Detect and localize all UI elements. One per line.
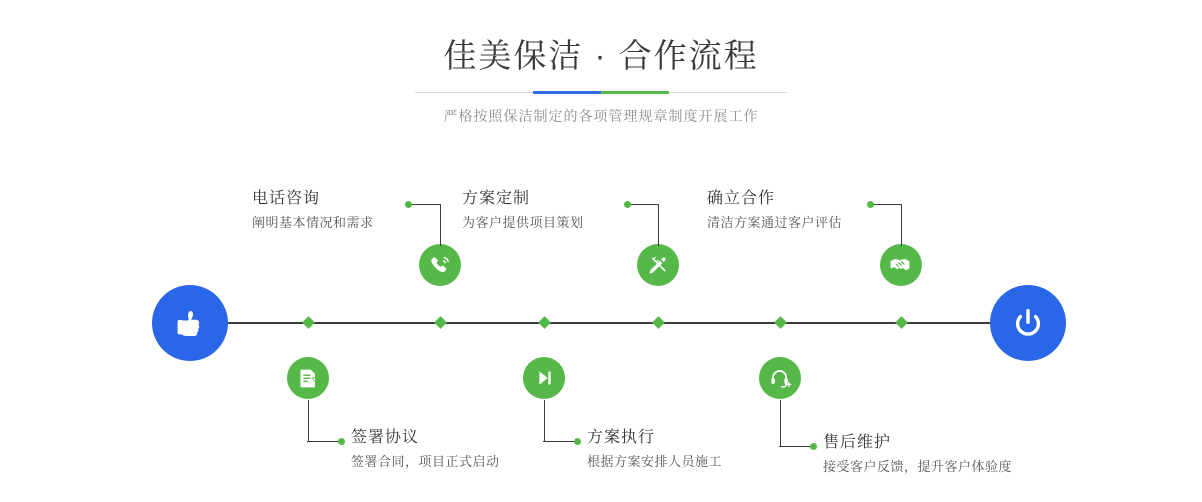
page-subtitle: 严格按照保洁制定的各项管理规章制度开展工作 xyxy=(443,108,759,124)
axis-marker xyxy=(434,316,447,329)
step-6-connector-vertical xyxy=(780,400,781,446)
step-5-label xyxy=(707,188,842,233)
step-3-connector-vertical xyxy=(658,204,659,246)
step-1-phone-ring-icon xyxy=(419,244,461,286)
step-1-connector-dot xyxy=(405,201,412,208)
step-3-connector-dot xyxy=(624,201,631,208)
divider-accent-blue xyxy=(533,91,601,94)
axis-marker xyxy=(652,316,665,329)
step-5-desc: 清洁方案通过客户评估 xyxy=(707,215,843,230)
step-2-title: 签署协议 xyxy=(351,429,420,446)
axis-marker xyxy=(895,316,908,329)
step-4-play-next-icon xyxy=(523,357,565,399)
step-6-title: 售后维护 xyxy=(823,434,892,451)
step-3-pencil-ruler-icon xyxy=(637,244,679,286)
step-4-desc: 根据方案安排人员施工 xyxy=(587,454,723,469)
title-divider xyxy=(415,91,787,94)
step-1-desc: 阐明基本情况和需求 xyxy=(252,215,374,230)
step-6-connector-dot xyxy=(810,443,817,450)
step-2-connector-horizontal xyxy=(307,441,340,442)
step-2-connector-dot xyxy=(338,438,345,445)
axis-marker xyxy=(538,316,551,329)
step-1-label xyxy=(252,188,374,233)
timeline-end-power-icon xyxy=(990,285,1066,361)
step-5-title: 确立合作 xyxy=(707,190,776,207)
step-1-connector-vertical xyxy=(440,204,441,246)
step-5-connector-dot xyxy=(867,201,874,208)
step-1-connector-horizontal xyxy=(409,204,440,205)
axis-marker xyxy=(774,316,787,329)
step-3-label xyxy=(462,188,584,233)
step-6-headset-support-icon xyxy=(759,357,801,399)
step-6-label xyxy=(823,432,1012,477)
step-3-connector-horizontal xyxy=(628,204,658,205)
step-4-title: 方案执行 xyxy=(587,429,656,446)
step-4-connector-dot xyxy=(574,438,581,445)
step-6-connector-horizontal xyxy=(779,446,812,447)
page-title: 佳美保洁 · 合作流程 xyxy=(443,37,759,74)
step-2-label xyxy=(351,427,500,472)
step-1-title: 电话咨询 xyxy=(252,190,321,207)
step-5-connector-vertical xyxy=(901,204,902,246)
step-4-connector-vertical xyxy=(544,400,545,441)
step-6-desc: 接受客户反馈，提升客户体验度 xyxy=(823,459,1013,474)
step-2-document-edit-icon xyxy=(287,357,329,399)
step-5-connector-horizontal xyxy=(871,204,901,205)
divider-accent-green xyxy=(601,91,669,94)
timeline-start-thumbs-up-icon xyxy=(152,285,228,361)
step-2-connector-vertical xyxy=(308,400,309,441)
step-4-connector-horizontal xyxy=(543,441,576,442)
axis-marker xyxy=(302,316,315,329)
header-block xyxy=(0,34,1202,126)
step-3-title: 方案定制 xyxy=(462,190,531,207)
step-4-label xyxy=(587,427,722,472)
step-5-handshake-icon xyxy=(880,244,922,286)
step-3-desc: 为客户提供项目策划 xyxy=(462,215,584,230)
step-2-desc: 签署合同，项目正式启动 xyxy=(351,454,500,469)
